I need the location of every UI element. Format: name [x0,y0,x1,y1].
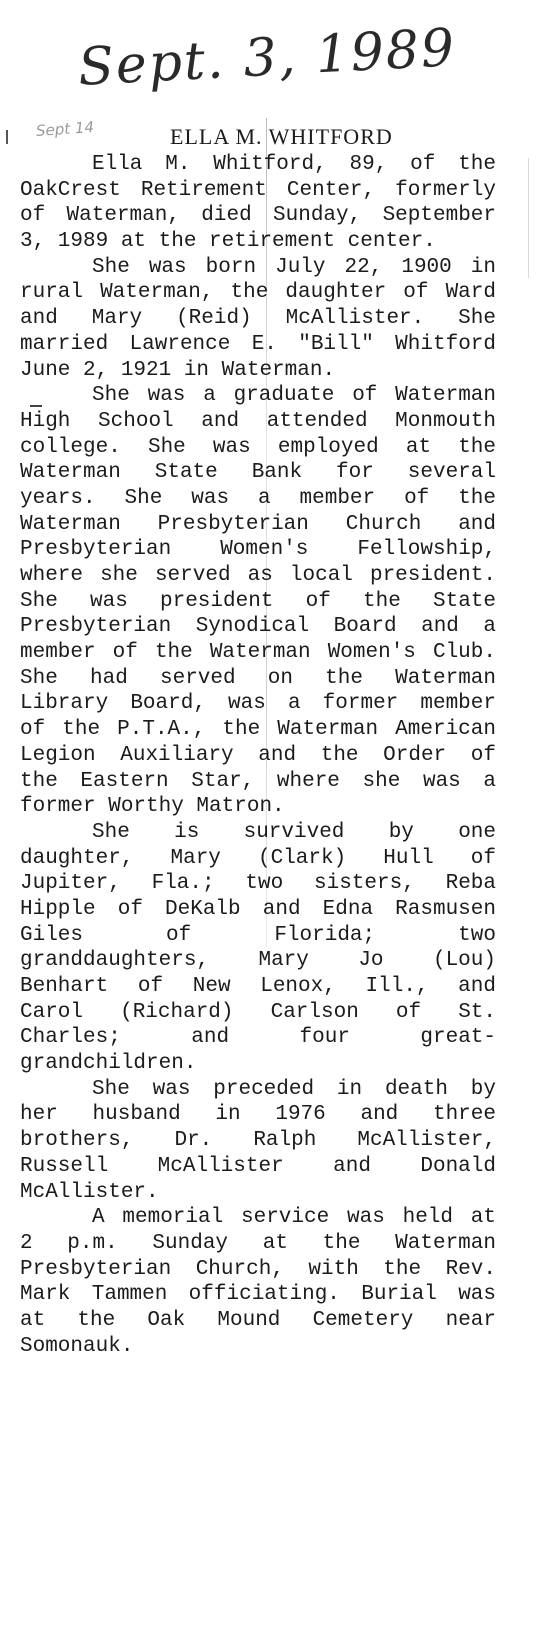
text-line: Library Board, was a former member [20,692,496,716]
text-line: of the P.T.A., the Waterman American [20,718,496,742]
pencil-note: Sept 14 [35,117,95,141]
text-line: Presbyterian Women's Fellowship, [20,538,496,562]
text-line: Waterman State Bank for several [20,461,496,485]
text-line: Giles of Florida; two [20,923,496,947]
text-line: June 2, 1921 in Waterman. [20,358,336,382]
text-line: member of the Waterman Women's Club. [20,641,496,665]
text-line: grandchildren. [20,1052,197,1076]
obituary-paragraph [20,383,496,820]
text-line: She is survived by one [92,820,496,844]
text-line: daughter, Mary (Clark) Hull of [20,846,496,870]
text-line: where she served as local president. [20,564,496,587]
text-line: Legion Auxiliary and the Order of [20,743,496,767]
text-line: former Worthy Matron. [20,795,285,819]
text-line: brothers, Dr. Ralph McAllister, [20,1129,496,1153]
text-line: Jupiter, Fla.; two sisters, Reba [20,872,496,896]
text-line: Waterman Presbyterian Church and [20,512,496,536]
text-line: 3, 1989 at the retirement center. [20,230,436,254]
obituary-headline: ELLA M. WHITFORD [170,124,393,149]
text-line: her husband in 1976 and three [20,1103,496,1127]
text-line: Presbyterian Church, with the Rev. [20,1257,496,1281]
text-line: and Mary (Reid) McAllister. She [20,307,496,331]
obituary-paragraph [20,820,496,1077]
text-line: A memorial service was held at [92,1206,496,1230]
text-line: Hipple of DeKalb and Edna Rasmusen [20,897,496,921]
text-line: Carol (Richard) Carlson of St. [20,1000,496,1024]
text-line: Russell McAllister and Donald [20,1154,496,1178]
text-line: Somonauk. [20,1334,134,1358]
text-line: She was preceded in death by [92,1077,496,1101]
text-line: Charles; and four great- [20,1026,496,1050]
text-line: rural Waterman, the daughter of Ward [20,281,496,305]
text-line: Mark Tammen officiating. Burial was [20,1283,496,1307]
text-line: High School and attended Monmouth [20,409,496,433]
text-line: She was born July 22, 1900 in [92,255,496,279]
obituary-body [20,152,496,1359]
text-line: She was president of the State [20,589,496,613]
obituary-paragraph [20,1205,496,1359]
text-line: years. She was a member of the [20,486,496,510]
text-line: 2 p.m. Sunday at the Waterman [20,1231,496,1255]
text-line: Ella M. Whitford, 89, of the [92,153,496,176]
edge-mark [528,158,529,278]
obituary-paragraph [20,152,496,255]
text-line: of Waterman, died Sunday, September [20,204,496,228]
text-line: married Lawrence E. "Bill" Whitford [20,332,496,356]
text-line: Benhart of New Lenox, Ill., and [20,975,496,998]
text-line: granddaughters, Mary Jo (Lou) [20,949,496,973]
obituary-paragraph [20,1077,496,1205]
text-line: McAllister. [20,1180,159,1204]
text-line: the Eastern Star, where she was a [20,769,496,793]
text-line: Presbyterian Synodical Board and a [20,615,496,639]
handwritten-date: Sept. 3, 1989 [76,18,458,98]
text-line: She was a graduate of Waterman [92,384,496,408]
obituary-paragraph [20,255,496,383]
text-line: OakCrest Retirement Center, formerly [20,178,496,202]
margin-mark [6,130,8,144]
text-line: at the Oak Mound Cemetery near [20,1308,496,1332]
text-line: college. She was employed at the [20,435,496,459]
text-line: She had served on the Waterman [20,666,496,690]
